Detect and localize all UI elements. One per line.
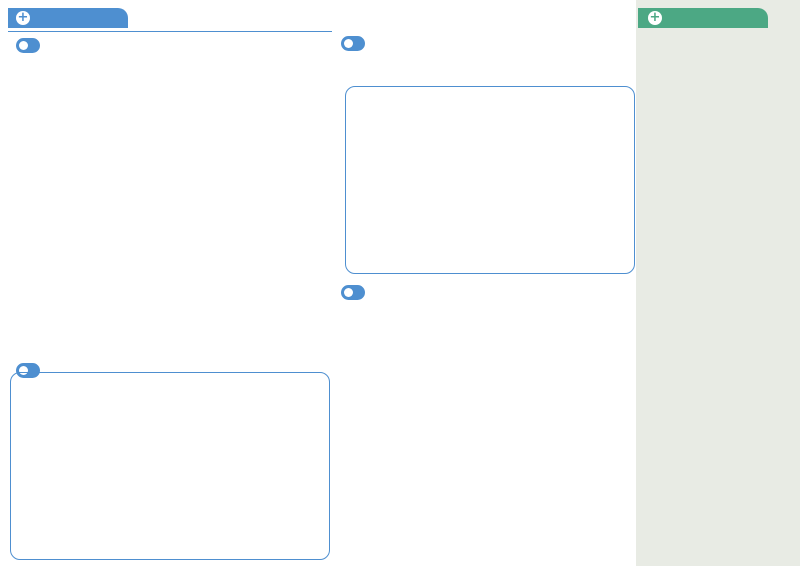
offering-title-pill [341, 285, 365, 300]
study-title-pill [341, 36, 365, 51]
column-title-pill [16, 38, 40, 53]
right-column [636, 0, 800, 566]
middle-column [335, 0, 635, 566]
sermon-header [8, 8, 128, 28]
prayer-box [10, 372, 330, 560]
bullet-icon [344, 39, 353, 48]
worship-header [638, 8, 768, 28]
left-column [0, 0, 335, 566]
study-box [345, 86, 635, 274]
header-divider [8, 31, 332, 32]
plus-icon: + [649, 10, 661, 25]
bullet-icon [344, 288, 353, 297]
plus-icon: + [17, 10, 29, 25]
bullet-icon [19, 41, 28, 50]
